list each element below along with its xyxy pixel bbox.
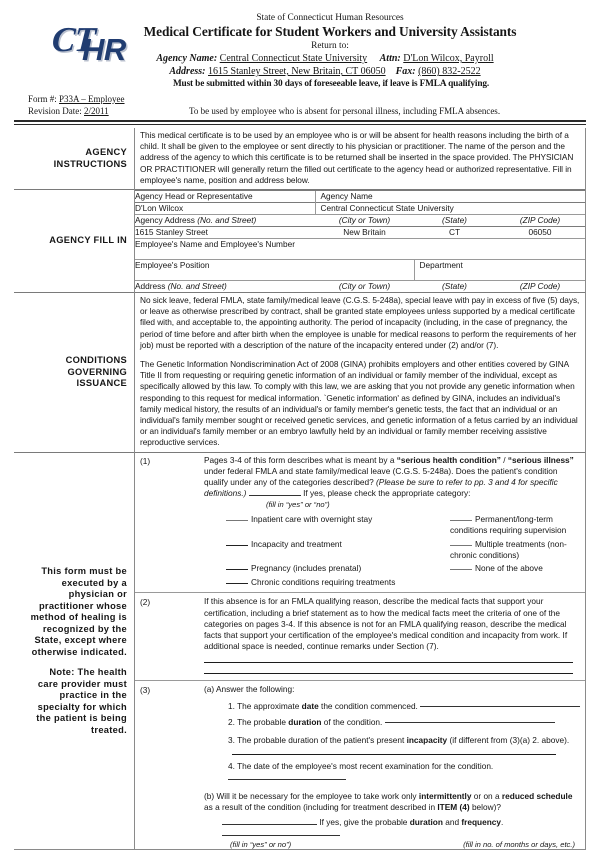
item-1-options-grid — [204, 514, 581, 589]
header-divider — [14, 120, 586, 125]
provider-note-line3: practice in the — [59, 690, 127, 701]
revision-date-value: 2/2011 — [84, 106, 109, 116]
item-2-number: (2) — [140, 597, 151, 608]
afi-row-address2-labels — [135, 281, 585, 293]
item-3-q4-text: 4. The date of the employee's most recent examination for the condition. — [228, 761, 494, 772]
afi-employee-name-label[interactable]: Employee's Name and Employee's Number — [135, 239, 585, 260]
afi-row-head-values — [135, 203, 585, 215]
item-3-b-yesno-line[interactable] — [222, 824, 317, 825]
afi-address-zip-label: (ZIP Code) — [495, 281, 585, 293]
body-agency-instructions — [135, 128, 586, 190]
item-1-t2: / — [500, 454, 508, 465]
address-label: Address: — [169, 66, 206, 77]
afi-agency-address-label — [135, 215, 315, 227]
checkbox-line-icon[interactable] — [450, 520, 472, 521]
item-1-fill-hint: (fill in “yes” or “no”) — [266, 500, 330, 510]
item-3-q3-answer-line[interactable] — [232, 753, 556, 755]
item-3-q4 — [204, 761, 581, 783]
item-3-hint-right: (fill in no. of months or days, etc.) — [463, 840, 575, 850]
item-3-q2 — [204, 717, 581, 728]
item-3-b-dot: . — [501, 817, 504, 828]
revision-date-row — [28, 105, 125, 117]
item-2-text: If this absence is for an FMLA qualifying reason, describe the medical facts that support your certification, including a brief statement as to how the medical facts meet the criteria of one of the categories on pages 3-4. If this absence is not for an FMLA qualifying reason, describe the medical facts that support your certification of the employee's medical condition and incapacity from work. If additional space is needed, continue remarks under Section (7). — [204, 596, 568, 652]
item-3-q2-bold: duration — [288, 716, 322, 727]
item-1-t4: If yes, please check the appropriate category: — [303, 488, 471, 499]
logo-ct-text: CT — [50, 20, 97, 59]
item-divider-2 — [135, 680, 586, 681]
checkbox-line-icon[interactable] — [226, 520, 248, 521]
item-3-body — [184, 684, 581, 849]
afi-agency-address-label-text: Agency Address — [135, 215, 195, 226]
exec-note-line2: executed by a — [61, 577, 127, 588]
option-row[interactable] — [226, 514, 450, 536]
afi-row-address-labels — [135, 215, 585, 227]
afi-department-label[interactable]: Department — [414, 260, 585, 281]
row-conditions — [14, 293, 586, 453]
afi-address-state-label: (State) — [414, 281, 495, 293]
item-3-b-bold1: intermittently — [418, 790, 472, 801]
afi-row-employee-name — [135, 239, 585, 260]
checkbox-line-icon[interactable] — [450, 545, 472, 546]
item-3-q1-pre: 1. The approximate — [228, 700, 302, 711]
option-label: Chronic conditions requiring treatments — [251, 577, 396, 588]
provider-note-line5: the patient is being — [36, 713, 127, 724]
label-conditions-line2: GOVERNING — [67, 366, 127, 377]
afi-row-head — [135, 191, 585, 203]
agency-fill-in-grid — [135, 190, 585, 292]
item-1 — [140, 455, 581, 589]
page-title: Medical Certificate for Student Workers and University Assistants — [143, 24, 517, 39]
option-row[interactable] — [450, 514, 581, 536]
option-row[interactable] — [226, 563, 450, 574]
item-3-q3-pre: 3. The probable duration of the patient's present — [228, 735, 407, 746]
provider-note-line6: treated. — [91, 724, 127, 735]
option-row[interactable] — [226, 577, 450, 588]
afi-address-label-text: Address — [135, 281, 166, 292]
item-3-q1-post: the condition commenced. — [318, 700, 418, 711]
afi-state-label: (State) — [414, 215, 495, 227]
item-2-write-line-1[interactable] — [204, 661, 573, 663]
item-3-hint-left: (fill in “yes” or no”) — [230, 840, 292, 850]
item-3-b-post: as a result of the condition (including for treatment described in — [204, 801, 438, 812]
item-3-b-answer-row — [204, 817, 581, 839]
row-agency-instructions — [14, 128, 586, 190]
afi-address-city-label: (City or Town) — [315, 281, 414, 293]
item-divider-1 — [135, 592, 586, 593]
must-submit-notice: Must be submitted within 30 days of foreseeable leave, if leave is FMLA qualifying. — [172, 79, 490, 89]
item-2-write-line-2[interactable] — [204, 672, 573, 674]
item-3-b-and: and — [442, 817, 462, 828]
afi-zip-value: 06050 — [495, 227, 585, 239]
option-label: Incapacity and treatment — [251, 538, 342, 549]
label-agency-instructions — [14, 128, 135, 190]
checkbox-line-icon[interactable] — [226, 583, 248, 584]
checkbox-line-icon[interactable] — [226, 569, 248, 570]
option-label: Permanent/long-term conditions requiring supervision — [450, 513, 567, 535]
provider-note-line1: Note: The health — [49, 667, 127, 678]
exec-note-line8: otherwise indicated. — [31, 646, 127, 657]
form-meta-left — [28, 93, 125, 117]
form-number-label: Form #: — [28, 94, 57, 104]
body-conditions — [135, 293, 586, 453]
item-3-b-bold3: ITEM (4) — [437, 801, 470, 812]
afi-agency-name-label: Agency Name — [315, 191, 585, 203]
item-3-q3-bold: incapacity — [406, 735, 448, 746]
form-meta — [14, 93, 586, 118]
address-value: 1615 Stanley Street, New Britain, CT 06050 — [208, 66, 386, 77]
item-1-b1: “serious health condition” — [396, 454, 501, 465]
exec-note-line6: recognized by the — [42, 623, 127, 634]
agency-name-value: Central Connecticut State University — [219, 53, 368, 64]
form-table — [14, 128, 586, 849]
item-3-b-bold2: reduced schedule — [501, 790, 573, 801]
afi-zip-label: (ZIP Code) — [495, 215, 585, 227]
item-2 — [140, 596, 581, 674]
item-3-b-pre: (b) Will it be necessary for the employee to take work only — [204, 790, 419, 801]
form-number-value: P33A – Employee — [59, 94, 125, 104]
exec-note-line5: method of healing is — [30, 612, 127, 623]
agency-name-label: Agency Name: — [156, 53, 218, 64]
afi-employee-position-label[interactable]: Employee's Position — [135, 260, 414, 281]
checkbox-line-icon[interactable] — [450, 569, 472, 570]
item-1-b2: “serious illness” — [507, 454, 574, 465]
afi-agency-head-label: Agency Head or Representative — [135, 191, 315, 203]
exec-note-line1: This form must be — [41, 566, 127, 577]
item-3-b-mid: or on a — [471, 790, 502, 801]
item-1-i1: (Please be sure to refer to pp. 3 and 4 for specific definitions.) — [204, 477, 558, 499]
label-agency-instructions-line2: INSTRUCTIONS — [53, 158, 127, 169]
document-header — [0, 0, 600, 120]
form-number-row — [28, 93, 125, 105]
afi-row-address-values — [135, 227, 585, 239]
label-agency-instructions-line1: AGENCY — [85, 147, 127, 157]
item-3-q2-answer-line[interactable] — [385, 722, 555, 723]
row-agency-fill-in — [14, 190, 586, 293]
label-conditions — [14, 293, 135, 453]
afi-agency-address-value: 1615 Stanley Street — [135, 227, 315, 239]
afi-city-value: New Britain — [315, 227, 414, 239]
agency-instructions-text: This medical certificate is to be used by an employee who is or will be absent for health reasons including the birth of a child. It shall be given to the employee or sent directly to his physician or practitioner. The name of the person and the address of the agency to which this certificate is to be returned shall be inserted in the space provided. The PHYSICIAN OR PRACTITIONER will generally return the filled out certificate to the agency head or authorized representative. Fill in employee's name, position and address below. — [140, 130, 574, 185]
item-3-q2-post: of the condition. — [321, 716, 383, 727]
body-items — [135, 452, 586, 849]
label-conditions-line3: ISSUANCE — [76, 378, 127, 389]
row-items — [14, 452, 586, 849]
fax-label: Fax: — [395, 66, 416, 77]
afi-state-value: CT — [414, 227, 495, 239]
option-label: Multiple treatments (non-chronic conditions) — [450, 538, 567, 560]
item-3-q1-bold: date — [301, 700, 319, 711]
option-label: None of the above — [475, 563, 543, 574]
item-3-b-bold4: duration — [409, 817, 443, 828]
agency-line: State of Connecticut Human Resources — [256, 13, 404, 23]
logo-hr-text: HR — [82, 32, 126, 67]
item-3-b — [204, 791, 581, 813]
fax-value: (860) 832-2522 — [418, 66, 481, 77]
label-execution-note — [14, 452, 135, 849]
revision-date-label: Revision Date: — [28, 106, 82, 116]
label-agency-fill-in — [14, 190, 135, 293]
afi-row-position — [135, 260, 585, 281]
checkbox-line-icon[interactable] — [226, 545, 248, 546]
provider-note-line4: specialty for which — [37, 701, 127, 712]
use-note: To be used by employee who is absent for personal illness, including FMLA absences. — [189, 106, 501, 116]
exec-note-line3: physician or — [68, 589, 127, 600]
afi-address-label-hint: (No. and Street) — [167, 281, 227, 292]
conditions-para-2: The Genetic Information Nondiscrimination Act of 2008 (GINA) prohibits employers and other entities covered by GINA Title II from requesting or requiring genetic information of an individual or family member of the individual, except as specifically allowed by this law. To comply with this law, we are asking that you not provide any genetic information when responding to this request for medical information. `Genetic information' as defined by GINA, includes an individual's family medical history, the results of an individual's or family member's genetic tests, the fact that an individual or an individual's family member sought or received genetic services, and genetic information of a fetus carried by an individual or an individual's family member or an embryo lawfully held by an individual or family member receiving assistive reproductive services. — [140, 359, 578, 448]
item-1-t3: under federal FMLA and state family/medical leave (C.G.S. 5-248a). Does the patient's condition qualify under any of the categories described? — [204, 465, 558, 488]
label-conditions-line1: CONDITIONS — [65, 355, 127, 366]
item-1-yesno-blank[interactable] — [249, 495, 301, 496]
item-3-q1 — [204, 701, 581, 712]
afi-city-label: (City or Town) — [315, 215, 414, 227]
item-3-q4-answer-line[interactable] — [228, 779, 346, 780]
afi-address-label — [135, 281, 315, 293]
item-1-t1: Pages 3-4 of this form describes what is meant by a — [204, 454, 397, 465]
attn-label: Attn: — [379, 53, 401, 64]
return-to-label: Return to: — [311, 41, 349, 51]
item-3-hints — [204, 839, 581, 849]
option-row[interactable] — [226, 539, 450, 561]
conditions-para-1: No sick leave, federal FMLA, state family/medical leave (C.G.S. 5-248a), special leave with pay in excess of five (5) days, or leave as otherwise prescribed by contract, shall be granted state employees unless supported by a medical certificate filed with, and acceptable to, the appointing authority. The period of incapacity (including, in the case of pregnancy, the period of time before and after birth when the employee is unable for medical reasons to perform the requirements of her job) must be reported with a description of the nature of the incapacity entered under (2) and/or (7). — [140, 295, 580, 350]
item-3-q3 — [204, 735, 581, 746]
afi-agency-address-label-hint: (No. and Street) — [197, 215, 257, 226]
item-3-number: (3) — [140, 685, 151, 696]
afi-agency-head-value: D'Lon Wilcox — [135, 203, 315, 215]
option-label: Pregnancy (includes prenatal) — [251, 563, 362, 574]
afi-agency-name-value: Central Connecticut State University — [315, 203, 585, 215]
item-2-body — [184, 596, 581, 674]
item-3-b-if: If yes, give the probable — [319, 817, 410, 828]
item-3-q3-post: (if different from (3)(a) 2. above). — [447, 735, 570, 746]
item-3-b-bold5: frequency — [461, 817, 502, 828]
exec-note-line4: practitioner whose — [38, 600, 127, 611]
item-3-b-end: below)? — [469, 801, 502, 812]
item-3-b-duration-line[interactable] — [222, 835, 340, 836]
item-3-q2-pre: 2. The probable — [228, 716, 289, 727]
item-3 — [140, 684, 581, 849]
body-agency-fill-in — [135, 190, 586, 293]
attn-value: D'Lon Wilcox, Payroll — [403, 53, 494, 64]
item-1-body — [184, 455, 581, 589]
option-label: Inpatient care with overnight stay — [251, 513, 373, 524]
exec-note-line7: State, except where — [34, 635, 127, 646]
item-1-number: (1) — [140, 455, 151, 466]
ct-hr-logo — [52, 20, 130, 72]
label-agency-fill-in-text: AGENCY FILL IN — [49, 235, 127, 246]
item-3-a-label: (a) Answer the following: — [204, 684, 295, 695]
option-row[interactable] — [450, 539, 581, 561]
item-3-q1-answer-line[interactable] — [420, 706, 580, 707]
option-row[interactable] — [450, 563, 581, 574]
provider-note-line2: care provider must — [37, 678, 127, 689]
